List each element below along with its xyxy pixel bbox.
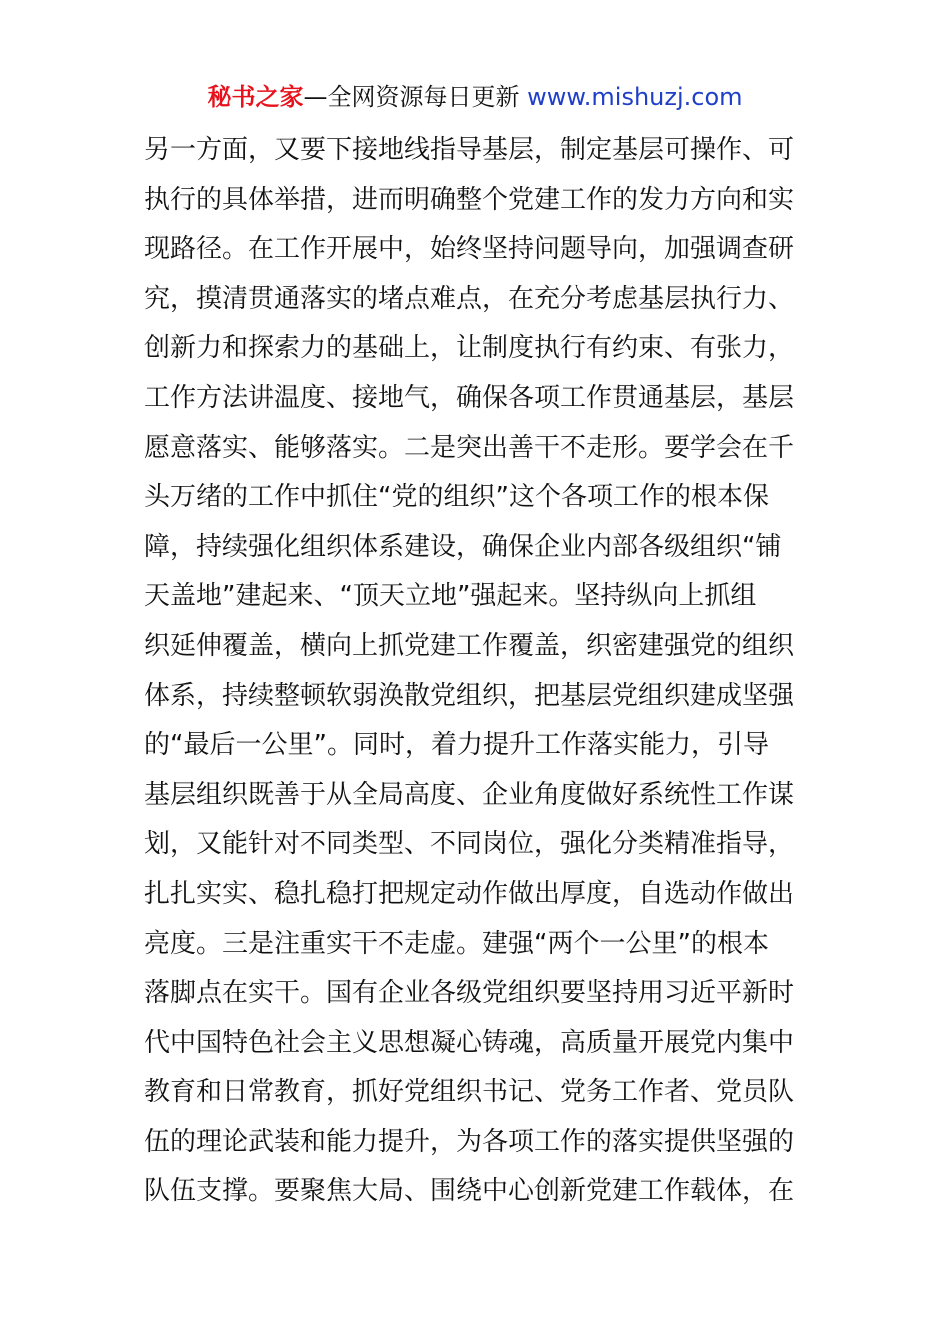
text-line: 扎扎实实、稳扎稳打把规定动作做出厚度，自选动作做出 (144, 878, 795, 909)
text-line: 织延伸覆盖，横向上抓党建工作覆盖，织密建强党的组织 (144, 630, 795, 661)
text-line: 障，持续强化组织体系建设，确保企业内部各级组织“铺 (144, 531, 782, 562)
text-line: 划，又能针对不同类型、不同岗位，强化分类精准指导， (144, 829, 795, 860)
site-url-link[interactable]: www.mishuzj.com (527, 83, 743, 111)
text-line: 伍的理论武装和能力提升，为各项工作的落实提供坚强的 (144, 1126, 795, 1157)
text-line: 愿意落实、能够落实。二是突出善干不走形。要学会在千 (144, 432, 795, 463)
text-line: 队伍支撑。要聚焦大局、围绕中心创新党建工作载体，在 (144, 1176, 795, 1207)
text-line: 创新力和探索力的基础上，让制度执行有约束、有张力， (144, 333, 795, 364)
text-line: 亮度。三是注重实干不走虚。建强“两个一公里”的根本 (144, 928, 769, 959)
text-line: 执行的具体举措，进而明确整个党建工作的发力方向和实 (144, 184, 795, 215)
text-line: 现路径。在工作开展中，始终坚持问题导向，加强调查研 (144, 234, 795, 265)
text-line: 天盖地”建起来、“顶天立地”强起来。坚持纵向上抓组 (144, 581, 757, 612)
site-brand: 秘书之家 (207, 83, 304, 111)
text-line: 头万绪的工作中抓住“党的组织”这个各项工作的根本保 (144, 482, 769, 513)
text-line: 体系，持续整顿软弱涣散党组织，把基层党组织建成坚强 (144, 680, 795, 711)
text-line: 的“最后一公里”。同时，着力提升工作落实能力，引导 (144, 730, 769, 761)
text-line: 基层组织既善于从全局高度、企业角度做好系统性工作谋 (144, 779, 795, 810)
site-header (0, 80, 950, 114)
text-line: 代中国特色社会主义思想凝心铸魂，高质量开展党内集中 (144, 1027, 795, 1058)
text-line: 工作方法讲温度、接地气，确保各项工作贯通基层，基层 (144, 382, 795, 413)
text-line: 另一方面，又要下接地线指导基层，制定基层可操作、可 (144, 135, 795, 165)
document-body (144, 126, 814, 1217)
text-line: 究，摸清贯通落实的堵点难点，在充分考虑基层执行力、 (144, 283, 795, 314)
text-line: 落脚点在实干。国有企业各级党组织要坚持用习近平新时 (144, 978, 795, 1009)
site-tagline: —全网资源每日更新 (303, 83, 528, 111)
text-line: 教育和日常教育，抓好党组织书记、党务工作者、党员队 (144, 1077, 795, 1108)
